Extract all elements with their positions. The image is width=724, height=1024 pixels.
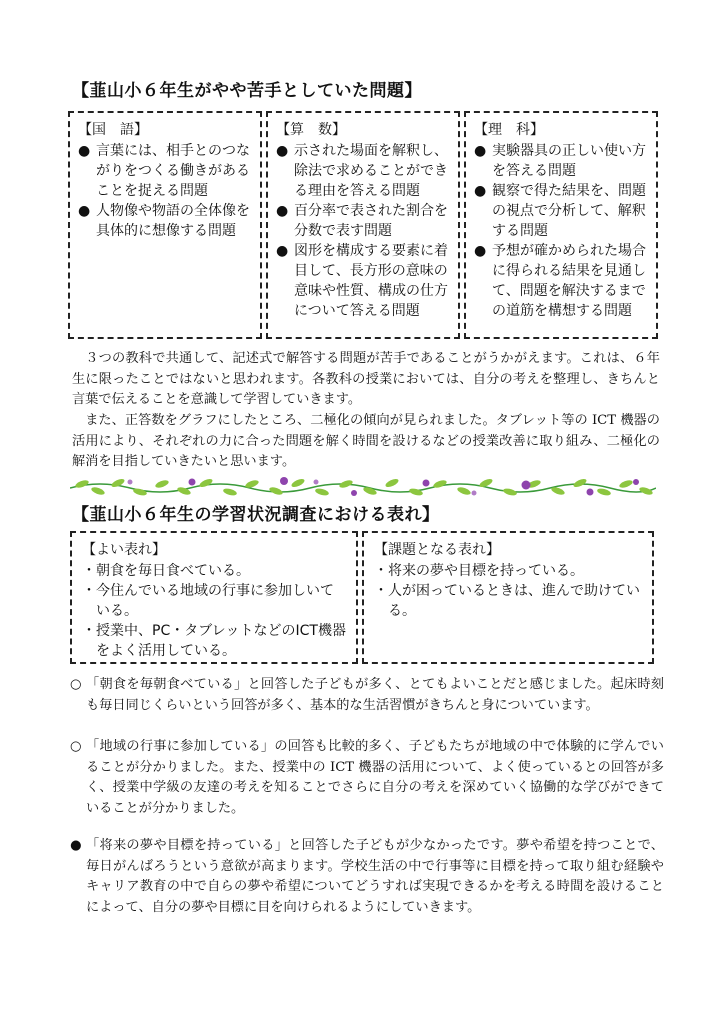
japanese-box (68, 111, 262, 339)
math-box (266, 111, 460, 339)
list-item: ・ 人が困っているときは、進んで助けている。 (374, 583, 640, 619)
science-box (464, 111, 658, 339)
list-item: ● 観察で得た結果を、問題の視点で分析して、解釈する問題 (474, 183, 646, 239)
list-item: ● 予想が確かめられた場合に得られる結果を見通して、問題を解決するまでの道筋を構想する問題 (474, 243, 646, 319)
good-signs-box (70, 531, 358, 664)
list-item: ・ 将来の夢や目標を持っている。 (374, 563, 584, 579)
leaf-vine-divider-icon (70, 476, 656, 498)
note-breakfast: ○ 「朝食を毎朝食べている」と回答した子どもが多く、とてもよいことだと感じました。起床時刻も毎日同じくらいという回答が多く、基本的な生活習慣がきちんと身についています。 (70, 677, 664, 713)
list-item: ● 示された場面を解釈し、除法で求めることができる理由を答える問題 (276, 143, 448, 199)
note-community: ○ 「地域の行事に参加している」の回答も比較的多く、子どもたちが地域の中で体験的に学んでいることが分かりました。また、授業中の ICT 機器の活用について、よく使っているとの回答が多く、授業中学級の友達の考えを知ることでさらに自分の考えを深めていく協働的な学びができていることが分かりました。 (70, 739, 664, 816)
list-item: ● 人物像や物語の全体像を具体的に想像する問題 (78, 203, 250, 239)
list-item: ● 図形を構成する要素に着目して、長方形の意味の意味や性質、構成の仕方について答える問題 (276, 243, 448, 319)
science-title: 【理 科】 (474, 122, 544, 138)
japanese-title: 【国 語】 (78, 122, 148, 138)
list-item: ● 実験器具の正しい使い方を答える問題 (474, 143, 646, 179)
section2-heading: 【韮山小６年生の学習状況調査における表れ】 (72, 505, 440, 525)
good-signs-title: 【よい表れ】 (82, 542, 166, 558)
issue-signs-title: 【課題となる表れ】 (374, 542, 500, 558)
list-item: ● 百分率で表された割合を分数で表す問題 (276, 203, 448, 239)
list-item: ・ 今住んでいる地域の行事に参加しいている。 (82, 583, 334, 619)
list-item: ● 言葉には、相手とのつながりをつくる働きがあることを捉える問題 (78, 143, 250, 199)
math-title: 【算 数】 (276, 122, 346, 138)
section1-heading: 【韮山小６年生がやや苦手としていた問題】 (72, 81, 422, 101)
summary-paragraph-2: また、正答数をグラフにしたところ、二極化の傾向が見られました。タブレット等の ICT 機器の活用により、それぞれの力に合った問題を解く時間を設けるなどの授業改善に取り組み、二極化の解消を目指していきたいと思います。 (72, 413, 660, 469)
issue-signs-box (362, 531, 654, 664)
summary-paragraph-1: ３つの教科で共通して、記述式で解答する問題が苦手であることがうかがえます。これは、６年生に限ったことではないと思われます。各教科の授業においては、自分の考えを整理し、きちんと言葉で伝えることを意識して学習していきます。 (72, 351, 660, 407)
list-item: ・ 授業中、PC・タブレットなどのICT機器をよく活用している。 (82, 623, 346, 659)
note-dreams: ● 「将来の夢や目標を持っている」と回答した子どもが少なかったです。夢や希望を持つことで、毎日がんばろうという意欲が高まります。学校生活の中で行事等に目標を持って取り組む経験やキャリア教育の中で自らの夢や希望についてどうすれば実現できるかを考える時間を設けることによって、自分の夢や目標に目を向けられるようにしていきます。 (70, 838, 664, 915)
list-item: ・ 朝食を毎日食べている。 (82, 563, 250, 579)
